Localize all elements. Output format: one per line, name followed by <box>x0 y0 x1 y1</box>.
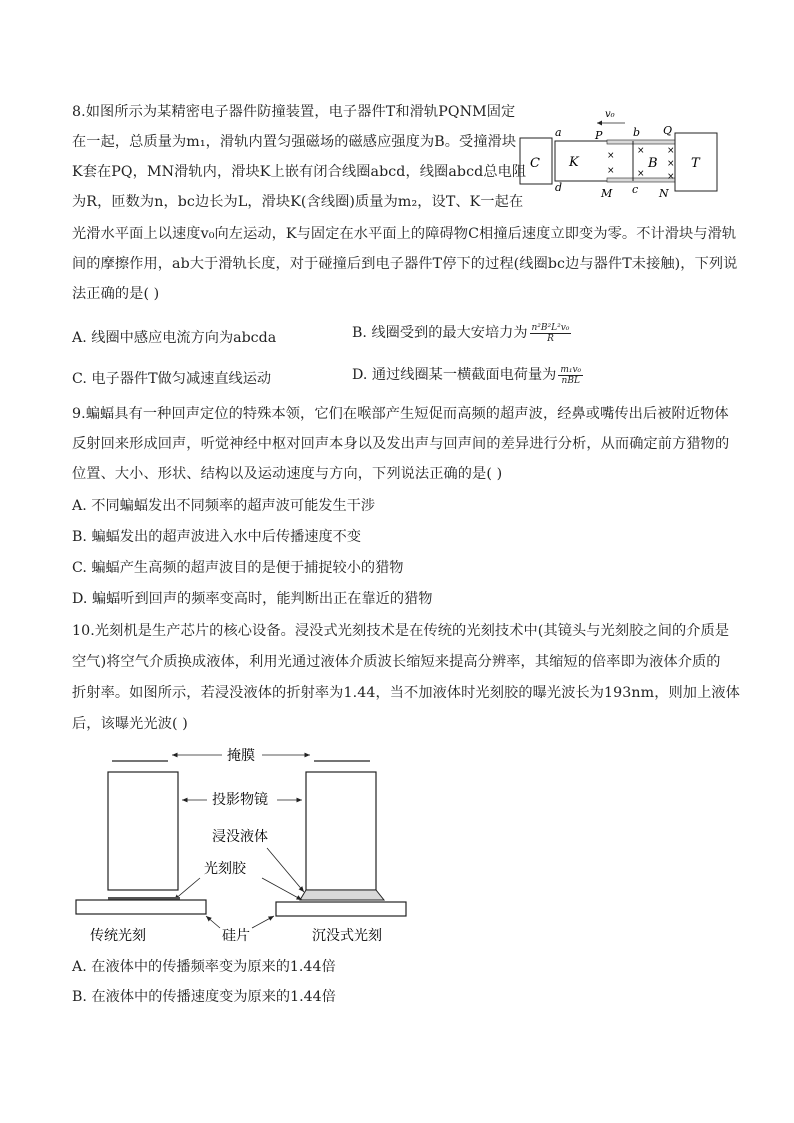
svg-text:M: M <box>601 187 613 200</box>
svg-text:×: × <box>607 151 615 161</box>
svg-text:×: × <box>637 146 645 156</box>
q8-line-5: 光滑水平面上以速度v₀向左运动，K与固定在水平面上的障碍物C相撞后速度立即变为零。不计滑块与滑轨 <box>72 226 737 242</box>
q8-label-c-block: C <box>530 156 540 171</box>
q8-option-d[interactable]: D. 通过线圈某一横截面电荷量为 $\frac{\text{m₁v₀}}{\text{nBL}}$ <box>352 364 582 386</box>
q10-wafer-left <box>76 900 206 914</box>
svg-text:×: × <box>607 166 615 176</box>
svg-text:P: P <box>595 129 603 142</box>
q10-line-3: 折射率。如图所示，若浸没液体的折射率为1.44，当不加液体时光刻胶的曝光波长为193nm，则加上液体 <box>72 685 740 701</box>
q8-label-b: B <box>648 156 658 171</box>
q10-lens-right <box>306 772 376 890</box>
q10-caption-traditional: 传统光刻 <box>90 928 146 944</box>
q8-line-6: 间的摩擦作用，ab大于滑轨长度，对于碰撞后到电子器件T停下的过程(线圈bc边与器件T未接触)，下列说 <box>72 256 738 272</box>
q8-rail-top <box>607 140 675 144</box>
q9-line-3: 位置、大小、形状、结构以及运动速度与方向，下列说法正确的是( ) <box>72 466 503 482</box>
q8-line-4: 为R，匝数为n，bc边长为L，滑块K(含线圈)质量为m₂，设T、K一起在 <box>72 194 524 210</box>
q9-option-c[interactable]: C. 蝙蝠产生高频的超声波目的是便于捕捉较小的猎物 <box>72 560 404 576</box>
svg-text:×: × <box>667 146 675 156</box>
q8-label-v0: v₀ <box>605 109 615 120</box>
q10-wafer-right <box>276 902 406 916</box>
q10-line-1: 10.光刻机是生产芯片的核心设备。浸没式光刻技术是在传统的光刻技术中(其镜头与光刻胶之间的介质是 <box>72 623 730 639</box>
q9-option-b[interactable]: B. 蝙蝠发出的超声波进入水中后传播速度不变 <box>72 529 362 545</box>
q10-label-lens: 投影物镜 <box>212 792 268 808</box>
q8-line-3: K套在PQ，MN滑轨内，滑块K上嵌有闭合线圈abcd，线圈abcd总电阻 <box>72 164 527 180</box>
svg-text:×: × <box>667 159 675 169</box>
svg-text:×: × <box>637 169 645 179</box>
q8-option-c[interactable]: C. 电子器件T做匀减速直线运动 <box>72 371 272 387</box>
q8-option-b[interactable]: B. 线圈受到的最大安培力为 $\frac{\text{n²B²L²v₀}}{R}$ <box>352 322 570 344</box>
q8-line-1: 8.如图所示为某精密电子器件防撞装置，电子器件T和滑轨PQNM固定 <box>72 104 516 120</box>
q10-label-resist: 光刻胶 <box>204 861 246 877</box>
q10-option-b[interactable]: B. 在液体中的传播速度变为原来的1.44倍 <box>72 989 336 1005</box>
q10-lens-left <box>108 772 178 890</box>
q10-liquid-region <box>300 890 384 900</box>
svg-text:c: c <box>632 183 639 196</box>
q8-line-2: 在一起，总质量为m₁，滑轨内置匀强磁场的磁感应强度为B。受撞滑块 <box>72 134 517 150</box>
q9-option-d[interactable]: D. 蝙蝠听到回声的频率变高时，能判断出正在靠近的猎物 <box>72 591 433 607</box>
q8-collision-diagram <box>515 103 725 203</box>
q8-label-k: K <box>569 155 579 170</box>
q9-line-1: 9.蝙蝠具有一种回声定位的特殊本领，它们在喉部产生短促而高频的超声波，经鼻或嘴传出后被附近物体 <box>72 406 729 422</box>
q8-label-t: T <box>691 156 700 171</box>
svg-text:Q: Q <box>663 124 673 137</box>
q10-label-mask: 掩膜 <box>227 748 255 764</box>
q9-line-2: 反射回来形成回声，听觉神经中枢对回声本身以及发出声与回声间的差异进行分析，从而确定前方猎物的 <box>72 436 730 452</box>
svg-text:d: d <box>555 181 563 194</box>
q10-lithography-diagram <box>72 740 412 950</box>
svg-text:a: a <box>555 126 562 139</box>
q10-caption-immersion: 沉没式光刻 <box>312 928 382 944</box>
q10-label-liquid: 浸没液体 <box>212 829 268 845</box>
q10-line-2: 空气)将空气介质换成液体，利用光通过液体介质波长缩短来提高分辨率，其缩短的倍率即为液体介质的 <box>72 654 721 670</box>
q8-option-a[interactable]: A. 线圈中感应电流方向为abcda <box>72 330 277 346</box>
svg-text:b: b <box>633 126 641 139</box>
svg-text:×: × <box>667 172 675 182</box>
q9-option-a[interactable]: A. 不同蝙蝠发出不同频率的超声波可能发生干涉 <box>72 498 376 514</box>
q10-line-4: 后，该曝光光波( ) <box>72 716 188 732</box>
q8-line-7: 法正确的是( ) <box>72 286 160 302</box>
svg-text:N: N <box>659 187 669 200</box>
q10-option-a[interactable]: A. 在液体中的传播频率变为原来的1.44倍 <box>72 959 336 975</box>
q10-label-wafer: 硅片 <box>222 928 250 944</box>
